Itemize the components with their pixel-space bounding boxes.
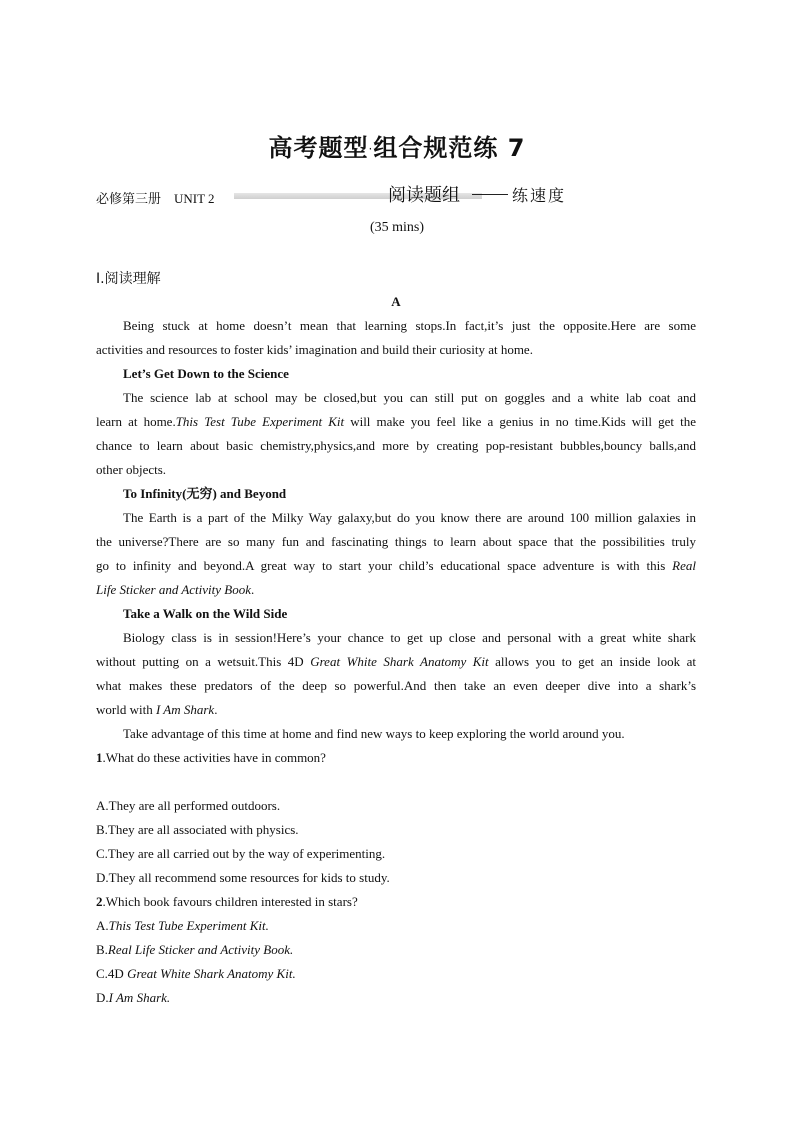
paragraph-line: activities and resources to foster kids’ imagination and build their curiosity at home. bbox=[96, 342, 533, 357]
text-run: . bbox=[251, 582, 255, 597]
paragraph-line: The Earth is a part of the Milky Way galaxy,but do you know there are around 100 million galaxies in bbox=[123, 510, 696, 525]
passage-label: A bbox=[391, 294, 401, 309]
paragraph-line: Take advantage of this time at home and find new ways to keep exploring the world around you. bbox=[123, 726, 625, 741]
title-dot: · bbox=[368, 142, 374, 156]
text-run: . bbox=[290, 942, 294, 957]
text-run: . bbox=[292, 966, 296, 981]
subheading-wild-side: Take a Walk on the Wild Side bbox=[123, 606, 288, 621]
book-title: I Am Shark bbox=[155, 702, 215, 717]
book-title: I Am Shark bbox=[108, 990, 167, 1005]
paragraph-line: Biology class is in session!Here’s your chance to get up close and personal with a great white shark bbox=[123, 630, 696, 645]
paragraph-line bbox=[96, 698, 696, 722]
option-letter: B. bbox=[96, 942, 108, 957]
answer-option[interactable]: B.They are all associated with physics. bbox=[96, 822, 299, 837]
question-number: 2 bbox=[96, 894, 103, 909]
paragraph-line bbox=[96, 578, 696, 602]
book-title: Real Life Sticker and Activity Book bbox=[107, 942, 290, 957]
book-title: Great White Shark Anatomy Kit bbox=[127, 966, 293, 981]
question-stem bbox=[96, 746, 696, 770]
subheading-science: Let’s Get Down to the Science bbox=[123, 366, 289, 381]
spacer bbox=[96, 770, 696, 794]
subtitle-dash bbox=[472, 194, 508, 195]
text-run: . bbox=[166, 990, 171, 1005]
text-run: world with bbox=[96, 702, 156, 717]
answer-option[interactable] bbox=[96, 962, 696, 986]
question-stem bbox=[96, 890, 696, 914]
unit-label: 必修第三册 UNIT 2 bbox=[96, 191, 215, 206]
answer-option[interactable]: A.They are all performed outdoors. bbox=[96, 798, 281, 813]
question-number: 1 bbox=[96, 750, 103, 765]
paragraph-line bbox=[96, 554, 696, 578]
section-heading: Ⅰ.阅读理解 bbox=[96, 271, 161, 287]
text-run: go to infinity and beyond.A great way to start your child’s educational space adventure is with this bbox=[96, 558, 673, 573]
subtitle-row bbox=[96, 181, 716, 207]
paragraph-line: what makes these predators of the deep so powerful.And then take an even deeper dive into a shark’s bbox=[96, 678, 696, 693]
answer-option[interactable] bbox=[96, 986, 696, 1010]
book-title: This Test Tube Experiment Kit bbox=[175, 414, 345, 429]
text-run: learn at home. bbox=[96, 414, 176, 429]
book-title: Life Sticker and Activity Book bbox=[96, 582, 251, 597]
option-letter: D. bbox=[96, 990, 109, 1005]
paragraph-line: The science lab at school may be closed,but you can still put on goggles and a white lab coat and bbox=[123, 390, 696, 405]
answer-option[interactable]: D.They all recommend some resources for kids to study. bbox=[96, 870, 390, 885]
passage-content bbox=[96, 290, 696, 1010]
paragraph-line bbox=[96, 410, 696, 434]
title-right: 组合规范练 7 bbox=[373, 134, 526, 162]
answer-option[interactable] bbox=[96, 938, 696, 962]
text-run: without putting on a wetsuit.This 4D bbox=[96, 654, 311, 669]
answer-option[interactable] bbox=[96, 914, 696, 938]
paragraph-line: Being stuck at home doesn’t mean that learning stops.In fact,it’s just the opposite.Here are some bbox=[123, 318, 696, 333]
book-title: Great White Shark Anatomy Kit bbox=[310, 654, 489, 669]
page-title bbox=[0, 128, 794, 163]
text-run: . bbox=[214, 702, 218, 717]
paragraph-line: other objects. bbox=[96, 462, 167, 477]
question-text: .What do these activities have in common? bbox=[102, 750, 326, 765]
text-run: will make you feel like a genius in no time.Kids will get the bbox=[344, 414, 696, 429]
paragraph-line: the universe?There are so many fun and fascinating things to learn about space that the possibilities truly bbox=[96, 534, 696, 549]
text-run: allows you to get an inside look at bbox=[488, 654, 696, 669]
book-title: Real bbox=[672, 558, 696, 573]
time-limit: (35 mins) bbox=[369, 220, 425, 235]
subtitle-main: 阅读题组 bbox=[388, 185, 460, 206]
option-letter: C.4D bbox=[96, 966, 128, 981]
subtitle-tail: 练速度 bbox=[512, 186, 567, 205]
text-run: . bbox=[265, 918, 269, 933]
title-left: 高考题型 bbox=[268, 134, 369, 162]
paragraph-line: chance to learn about basic chemistry,physics,and more by creating pop-resistant bubbles,bouncy balls,and bbox=[96, 438, 696, 453]
option-letter: A. bbox=[96, 918, 109, 933]
paragraph-line bbox=[96, 650, 696, 674]
question-text: .Which book favours children interested in stars? bbox=[102, 894, 358, 909]
subheading-infinity: To Infinity(无穷) and Beyond bbox=[123, 486, 287, 501]
answer-option[interactable]: C.They are all carried out by the way of experimenting. bbox=[96, 846, 386, 861]
book-title: This Test Tube Experiment Kit bbox=[108, 918, 266, 933]
